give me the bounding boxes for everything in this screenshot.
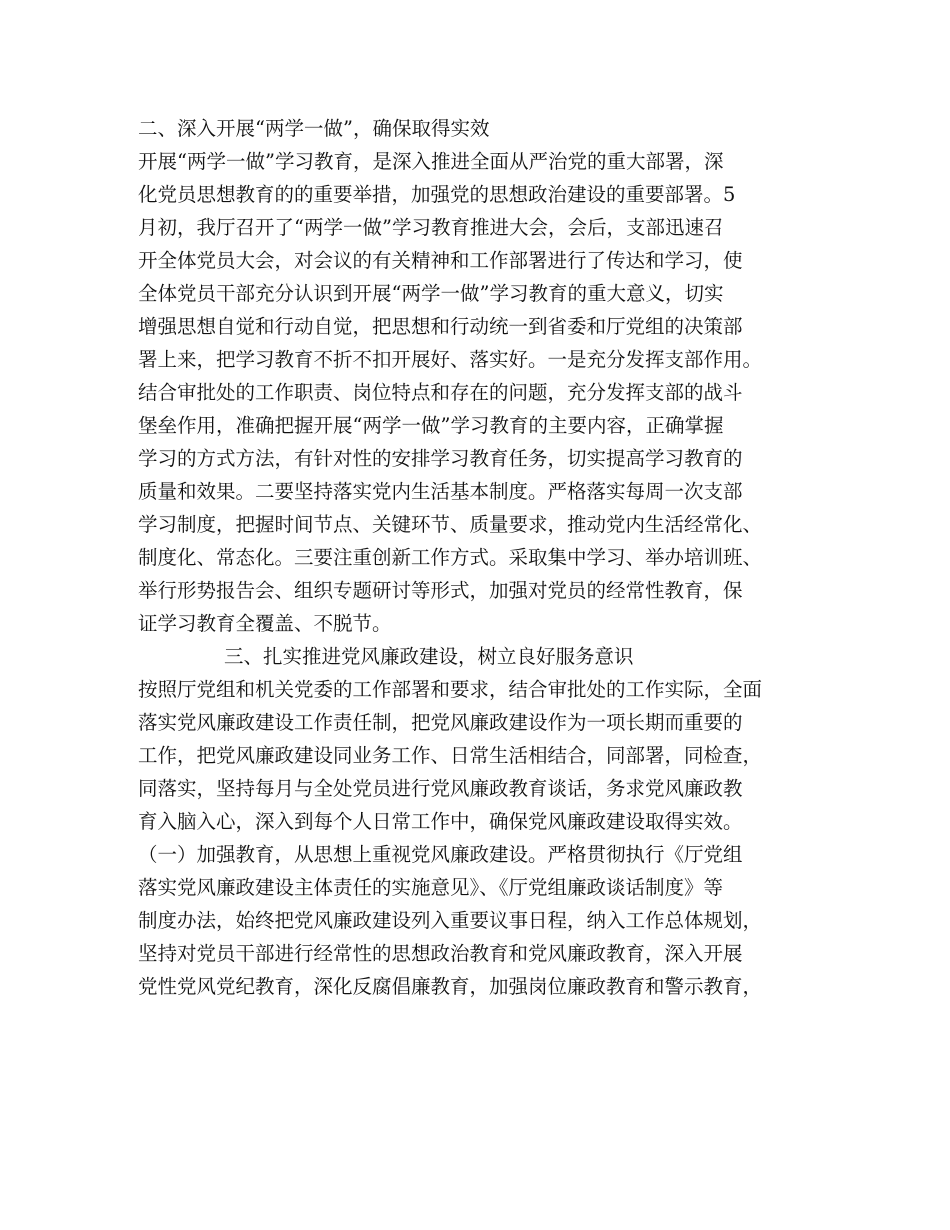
paragraph-line: 学习的方式方法，有针对性的安排学习教育任务，切实提高学习教育的 xyxy=(138,447,743,470)
paragraph-line: 堡垒作用，准确把握开展“两学一做”学习教育的主要内容，正确掌握 xyxy=(138,414,724,437)
paragraph-line: 制度办法，始终把党风廉政建设列入重要议事日程，纳入工作总体规划， xyxy=(138,909,763,932)
paragraph-line: 开展“两学一做”学习教育，是深入推进全面从严治党的重大部署，深 xyxy=(138,150,724,173)
paragraph-line: 证学习教育全覆盖、不脱节。 xyxy=(138,612,392,635)
document-body xyxy=(138,112,828,1003)
paragraph-line: 工作，把党风廉政建设同业务工作、日常生活相结合，同部署，同检查， xyxy=(138,744,763,767)
paragraph-line: 党性党风党纪教育，深化反腐倡廉教育，加强岗位廉政教育和警示教育， xyxy=(138,975,763,998)
paragraph-line: 质量和效果。二要坚持落实党内生活基本制度。严格落实每周一次支部 xyxy=(138,480,743,503)
subsection-line: （一）加强教育，从思想上重视党风廉政建设。严格贯彻执行《厅党组 xyxy=(138,843,743,866)
section-heading-2: 二、深入开展“两学一做”，确保取得实效 xyxy=(138,117,490,140)
paragraph-line: 结合审批处的工作职责、岗位特点和存在的问题，充分发挥支部的战斗 xyxy=(138,381,743,404)
paragraph-line: 学习制度，把握时间节点、关键环节、质量要求，推动党内生活经常化、 xyxy=(138,513,763,536)
paragraph-line: 同落实，坚持每月与全处党员进行党风廉政教育谈话，务求党风廉政教 xyxy=(138,777,743,800)
paragraph-line: 制度化、常态化。三要注重创新工作方式。采取集中学习、举办培训班、 xyxy=(138,546,763,569)
paragraph-line: 落实党风廉政建设工作责任制，把党风廉政建设作为一项长期而重要的 xyxy=(138,711,743,734)
paragraph-line: 落实党风廉政建设主体责任的实施意见》、《厅党组廉政谈话制度》等 xyxy=(138,876,724,899)
paragraph-line: 开全体党员大会，对会议的有关精神和工作部署进行了传达和学习，使 xyxy=(138,249,743,272)
paragraph-line: 署上来，把学习教育不折不扣开展好、落实好。一是充分发挥支部作用。 xyxy=(138,348,763,371)
paragraph-line: 举行形势报告会、组织专题研讨等形式，加强对党员的经常性教育，保 xyxy=(138,579,743,602)
paragraph-line: 月初，我厅召开了“两学一做”学习教育推进大会，会后，支部迅速召 xyxy=(138,216,724,239)
paragraph-line: 按照厅党组和机关党委的工作部署和要求，结合审批处的工作实际，全面 xyxy=(138,678,763,701)
paragraph-line: 全体党员干部充分认识到开展“两学一做”学习教育的重大意义，切实 xyxy=(138,282,724,305)
paragraph-line: 坚持对党员干部进行经常性的思想政治教育和党风廉政教育，深入开展 xyxy=(138,942,743,965)
section-heading-3: 三、扎实推进党风廉政建设，树立良好服务意识 xyxy=(224,645,634,668)
paragraph-line: 增强思想自觉和行动自觉，把思想和行动统一到省委和厅党组的决策部 xyxy=(138,315,743,338)
paragraph-line: 育入脑入心，深入到每个人日常工作中，确保党风廉政建设取得实效。 xyxy=(138,810,743,833)
paragraph-line: 化党员思想教育的的重要举措，加强党的思想政治建设的重要部署。5 xyxy=(138,183,736,206)
